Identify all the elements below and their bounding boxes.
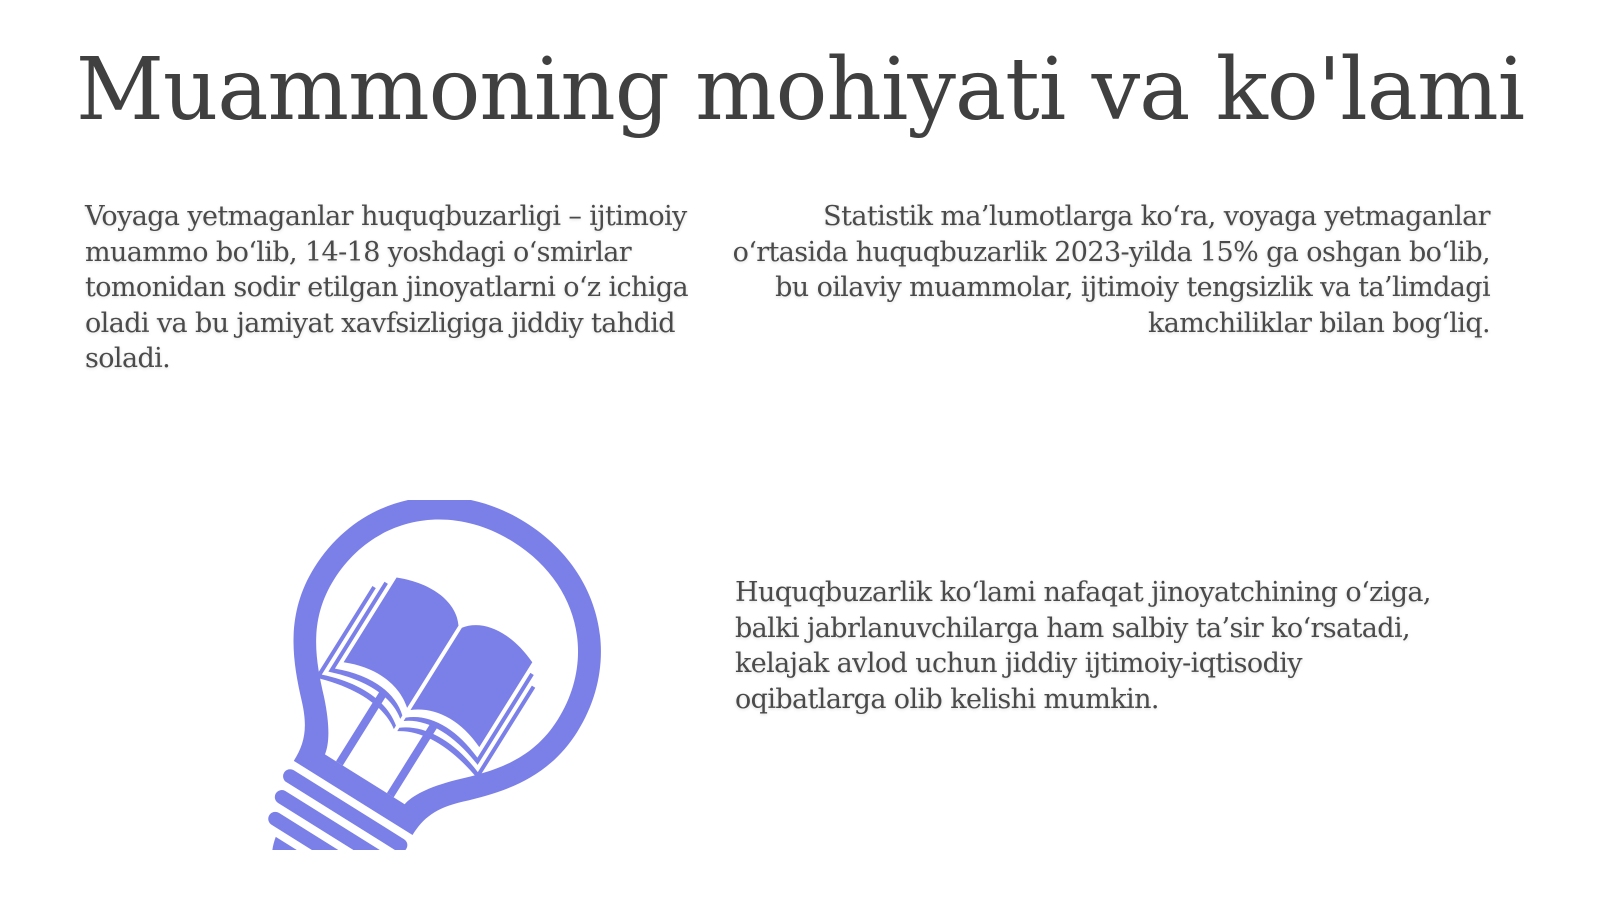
paragraph-consequences: Huquqbuzarlik ko‘lami nafaqat jinoyatchining o‘ziga, balki jabrlanuvchilarga ham salbiy ta’sir ko‘rsatadi, kelajak avlod uchun jiddiy ijtimoiy-iqtisodiy oqibatlarga olib kelishi mumkin. [735, 577, 1431, 715]
paragraph-statistics: Statistik ma’lumotlarga ko‘ra, voyaga yetmaganlar o‘rtasida huquqbuzarlik 2023-yilda 15% ga oshgan bo‘lib, bu oilaviy muammolar, ijtimoiy tengsizlik va ta’limdagi kamchiliklar bilan bog‘liq. [732, 201, 1490, 339]
lightbulb-book-icon [200, 500, 620, 850]
slide-title: Muammoning mohiyati va ko'lami [75, 40, 1525, 140]
paragraph-definition: Voyaga yetmaganlar huquqbuzarligi – ijtimoiy muammo bo‘lib, 14-18 yoshdagi o‘smirlar tomonidan sodir etilgan jinoyatlarni o‘z ichiga oladi va bu jamiyat xavfsizligiga jiddiy tahdid soladi. [85, 201, 689, 374]
